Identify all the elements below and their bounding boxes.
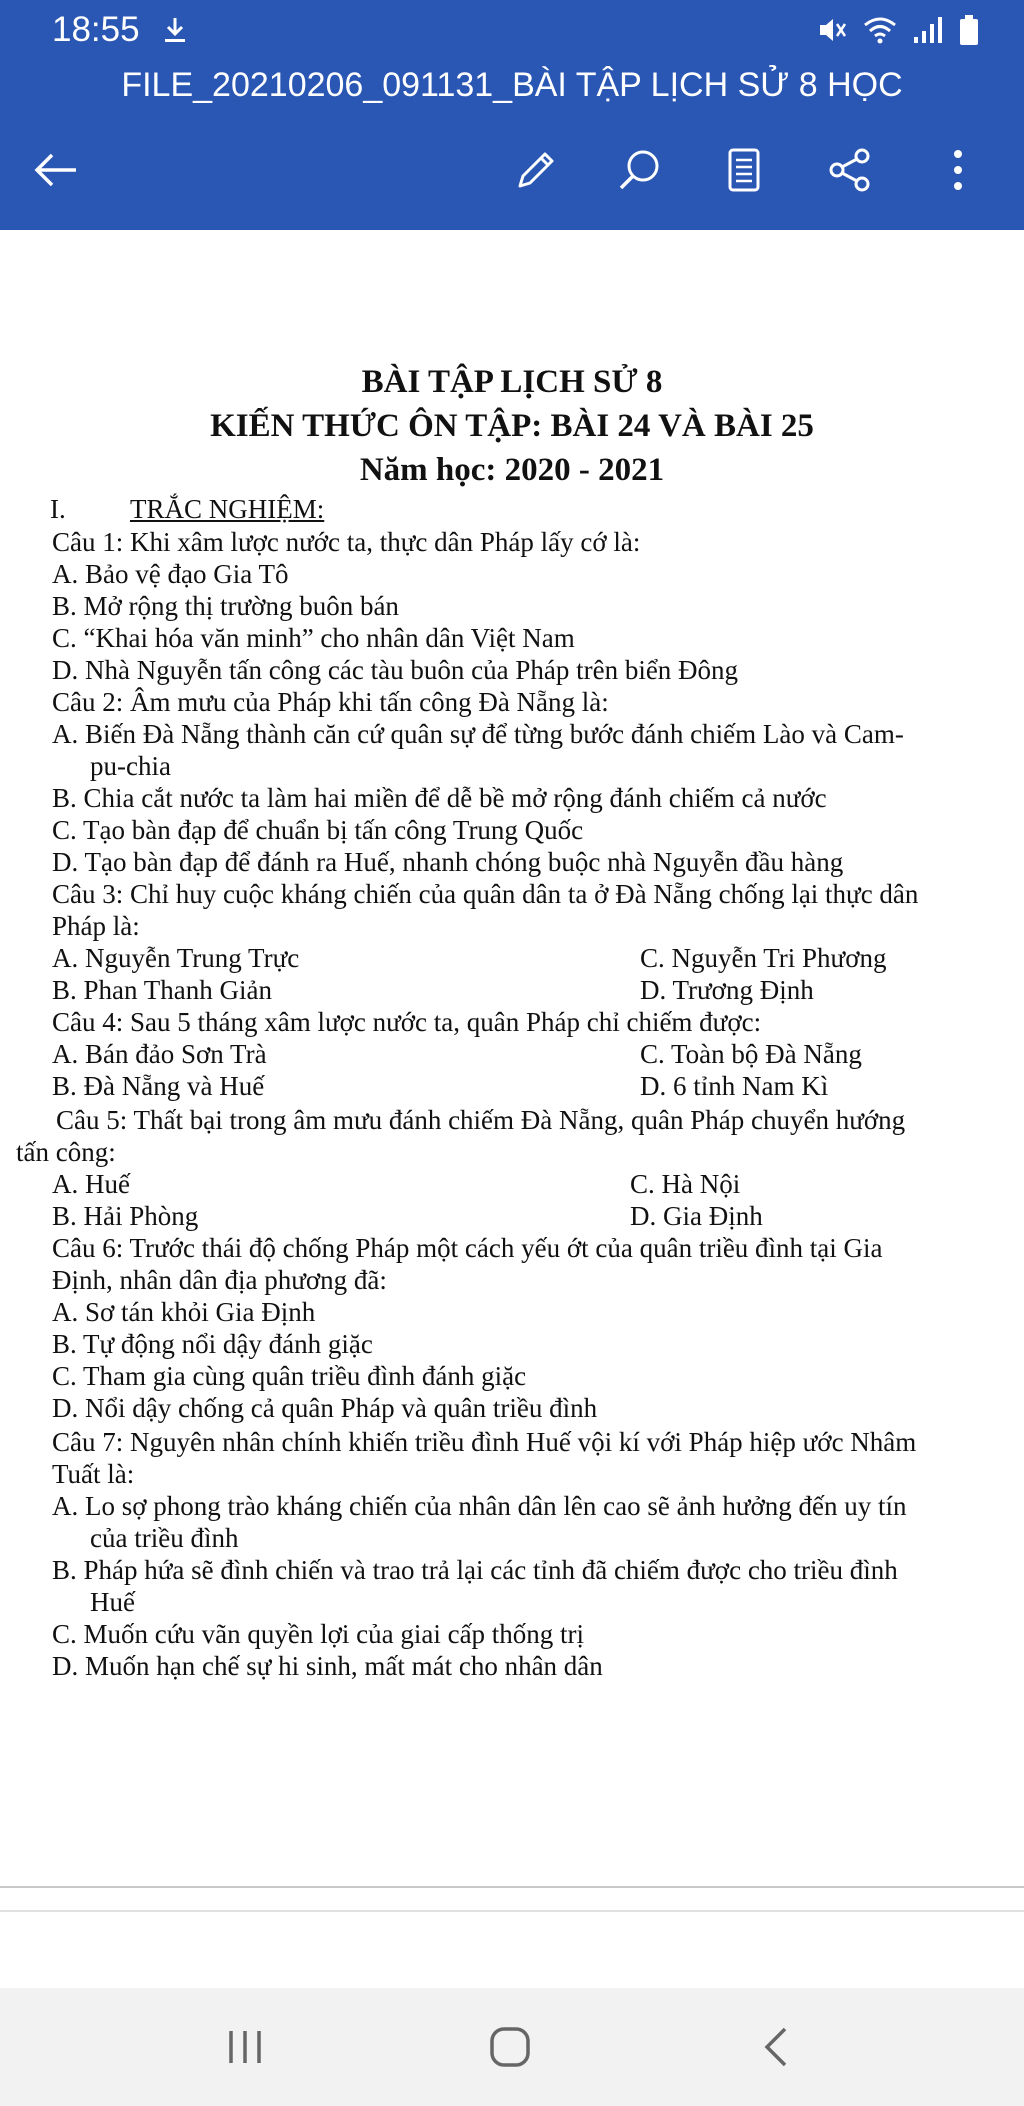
question-3: Câu 3: Chỉ huy cuộc kháng chiến của quân dân ta ở Đà Nẵng chống lại thực dân <box>52 879 919 909</box>
document-school-year: Năm học: 2020 - 2021 <box>359 452 665 488</box>
answer-line: B. Tự động nổi dậy đánh giặc <box>52 1329 373 1359</box>
answer-line: B. Phan Thanh Giản <box>52 975 272 1005</box>
download-icon <box>160 15 190 50</box>
status-time: 18:55 <box>52 10 140 49</box>
edit-button[interactable] <box>508 142 564 198</box>
more-vertical-icon <box>948 146 968 194</box>
search-icon <box>616 146 664 194</box>
answer-line: B. Hải Phòng <box>52 1201 199 1231</box>
answer-line: A. Huế <box>52 1169 130 1199</box>
search-button[interactable] <box>612 142 668 198</box>
pencil-icon <box>512 146 560 194</box>
answer-line: A. Nguyễn Trung Trực <box>52 943 300 973</box>
answer-line: D. Trương Định <box>640 975 814 1005</box>
answer-line: D. Tạo bàn đạp để đánh ra Huế, nhanh chóng buộc nhà Nguyễn đầu hàng <box>52 847 844 877</box>
answer-line: C. Tham gia cùng quân triều đình đánh giặc <box>52 1361 527 1391</box>
answer-line-continuation: Huế <box>90 1587 135 1617</box>
status-icons <box>816 14 980 51</box>
question-5: Câu 5: Thất bại trong âm mưu đánh chiếm Đà Nẵng, quân Pháp chuyển hướng <box>56 1105 906 1135</box>
page-divider <box>0 1910 1024 1912</box>
reading-mode-button[interactable] <box>716 142 772 198</box>
answer-line: A. Bán đảo Sơn Trà <box>52 1039 267 1069</box>
share-icon <box>826 146 874 194</box>
answer-line: C. Muốn cứu vãn quyền lợi của giai cấp thống trị <box>52 1619 585 1649</box>
document-page[interactable] <box>0 230 1024 1882</box>
answer-line: A. Bảo vệ đạo Gia Tô <box>52 559 289 589</box>
answer-line: B. Chia cắt nước ta làm hai miền để dễ bề mở rộng đánh chiếm cả nước <box>52 783 827 813</box>
answer-line: A. Biến Đà Nẵng thành căn cứ quân sự để từng bước đánh chiếm Lào và Cam- <box>52 719 904 749</box>
document-subtitle: KIẾN THỨC ÔN TẬP: BÀI 24 VÀ BÀI 25 <box>210 408 814 444</box>
answer-line: C. “Khai hóa văn minh” cho nhân dân Việt Nam <box>52 623 575 653</box>
app-bar <box>0 0 1024 230</box>
question-continuation: Định, nhân dân địa phương đã: <box>52 1265 387 1295</box>
page-divider <box>0 1886 1024 1888</box>
question-continuation: tấn công: <box>16 1137 116 1167</box>
question-7: Câu 7: Nguyên nhân chính khiến triều đình Huế vội kí với Pháp hiệp ước Nhâm <box>52 1427 917 1457</box>
section-number: I. <box>50 494 66 524</box>
question-1: Câu 1: Khi xâm lược nước ta, thực dân Pháp lấy cớ là: <box>52 527 641 557</box>
question-6: Câu 6: Trước thái độ chống Pháp một cách yếu ớt của quân triều đình tại Gia <box>52 1233 883 1263</box>
answer-line: C. Hà Nội <box>630 1169 741 1199</box>
answer-line: A. Lo sợ phong trào kháng chiến của nhân dân lên cao sẽ ảnh hưởng đến uy tín <box>52 1491 907 1521</box>
question-2: Câu 2: Âm mưu của Pháp khi tấn công Đà Nẵng là: <box>52 687 609 717</box>
answer-line: C. Tạo bàn đạp để chuẩn bị tấn công Trung Quốc <box>52 815 584 845</box>
recent-apps-icon <box>223 2027 267 2067</box>
mute-icon <box>816 15 848 50</box>
share-button[interactable] <box>822 142 878 198</box>
answer-line: D. Gia Định <box>630 1201 763 1231</box>
battery-icon <box>958 14 980 51</box>
section-title: TRẮC NGHIỆM: <box>130 494 325 524</box>
answer-line: B. Pháp hứa sẽ đình chiến và trao trả lại các tỉnh đã chiếm được cho triều đình <box>52 1555 898 1585</box>
chevron-left-icon <box>761 2025 791 2069</box>
answer-line: B. Mở rộng thị trường buôn bán <box>52 591 399 621</box>
answer-line-continuation: của triều đình <box>90 1523 239 1553</box>
answer-line: C. Nguyễn Tri Phương <box>640 943 887 973</box>
document-title: BÀI TẬP LỊCH SỬ 8 <box>361 364 663 400</box>
answer-line: C. Toàn bộ Đà Nẵng <box>640 1039 862 1069</box>
answer-line: D. Nhà Nguyễn tấn công các tàu buôn của Pháp trên biển Đông <box>52 655 739 685</box>
home-icon <box>487 2024 533 2070</box>
question-4: Câu 4: Sau 5 tháng xâm lược nước ta, quân Pháp chỉ chiếm được: <box>52 1007 762 1037</box>
system-navigation-bar <box>0 1988 1024 2106</box>
signal-icon <box>912 15 944 50</box>
wifi-icon <box>862 15 898 50</box>
reading-mode-icon <box>724 146 764 194</box>
answer-line: A. Sơ tán khỏi Gia Định <box>52 1297 316 1327</box>
file-title: FILE_20210206_091131_BÀI TẬP LỊCH SỬ 8 HỌC <box>121 66 903 104</box>
arrow-left-icon <box>32 150 80 190</box>
home-button[interactable] <box>470 2012 550 2082</box>
status-bar <box>0 0 1024 64</box>
question-continuation: Tuất là: <box>52 1459 135 1489</box>
answer-line: D. Muốn hạn chế sự hi sinh, mất mát cho nhân dân <box>52 1651 603 1681</box>
answer-line: B. Đà Nẵng và Huế <box>52 1071 265 1101</box>
recent-apps-button[interactable] <box>205 2012 285 2082</box>
back-button[interactable] <box>28 142 84 198</box>
answer-line-continuation: pu-chia <box>90 751 171 781</box>
question-continuation: Pháp là: <box>52 911 140 941</box>
answer-line: D. Nổi dậy chống cả quân Pháp và quân triều đình <box>52 1393 598 1423</box>
system-back-button[interactable] <box>736 2012 816 2082</box>
answer-line: D. 6 tỉnh Nam Kì <box>640 1071 829 1101</box>
more-options-button[interactable] <box>930 142 986 198</box>
